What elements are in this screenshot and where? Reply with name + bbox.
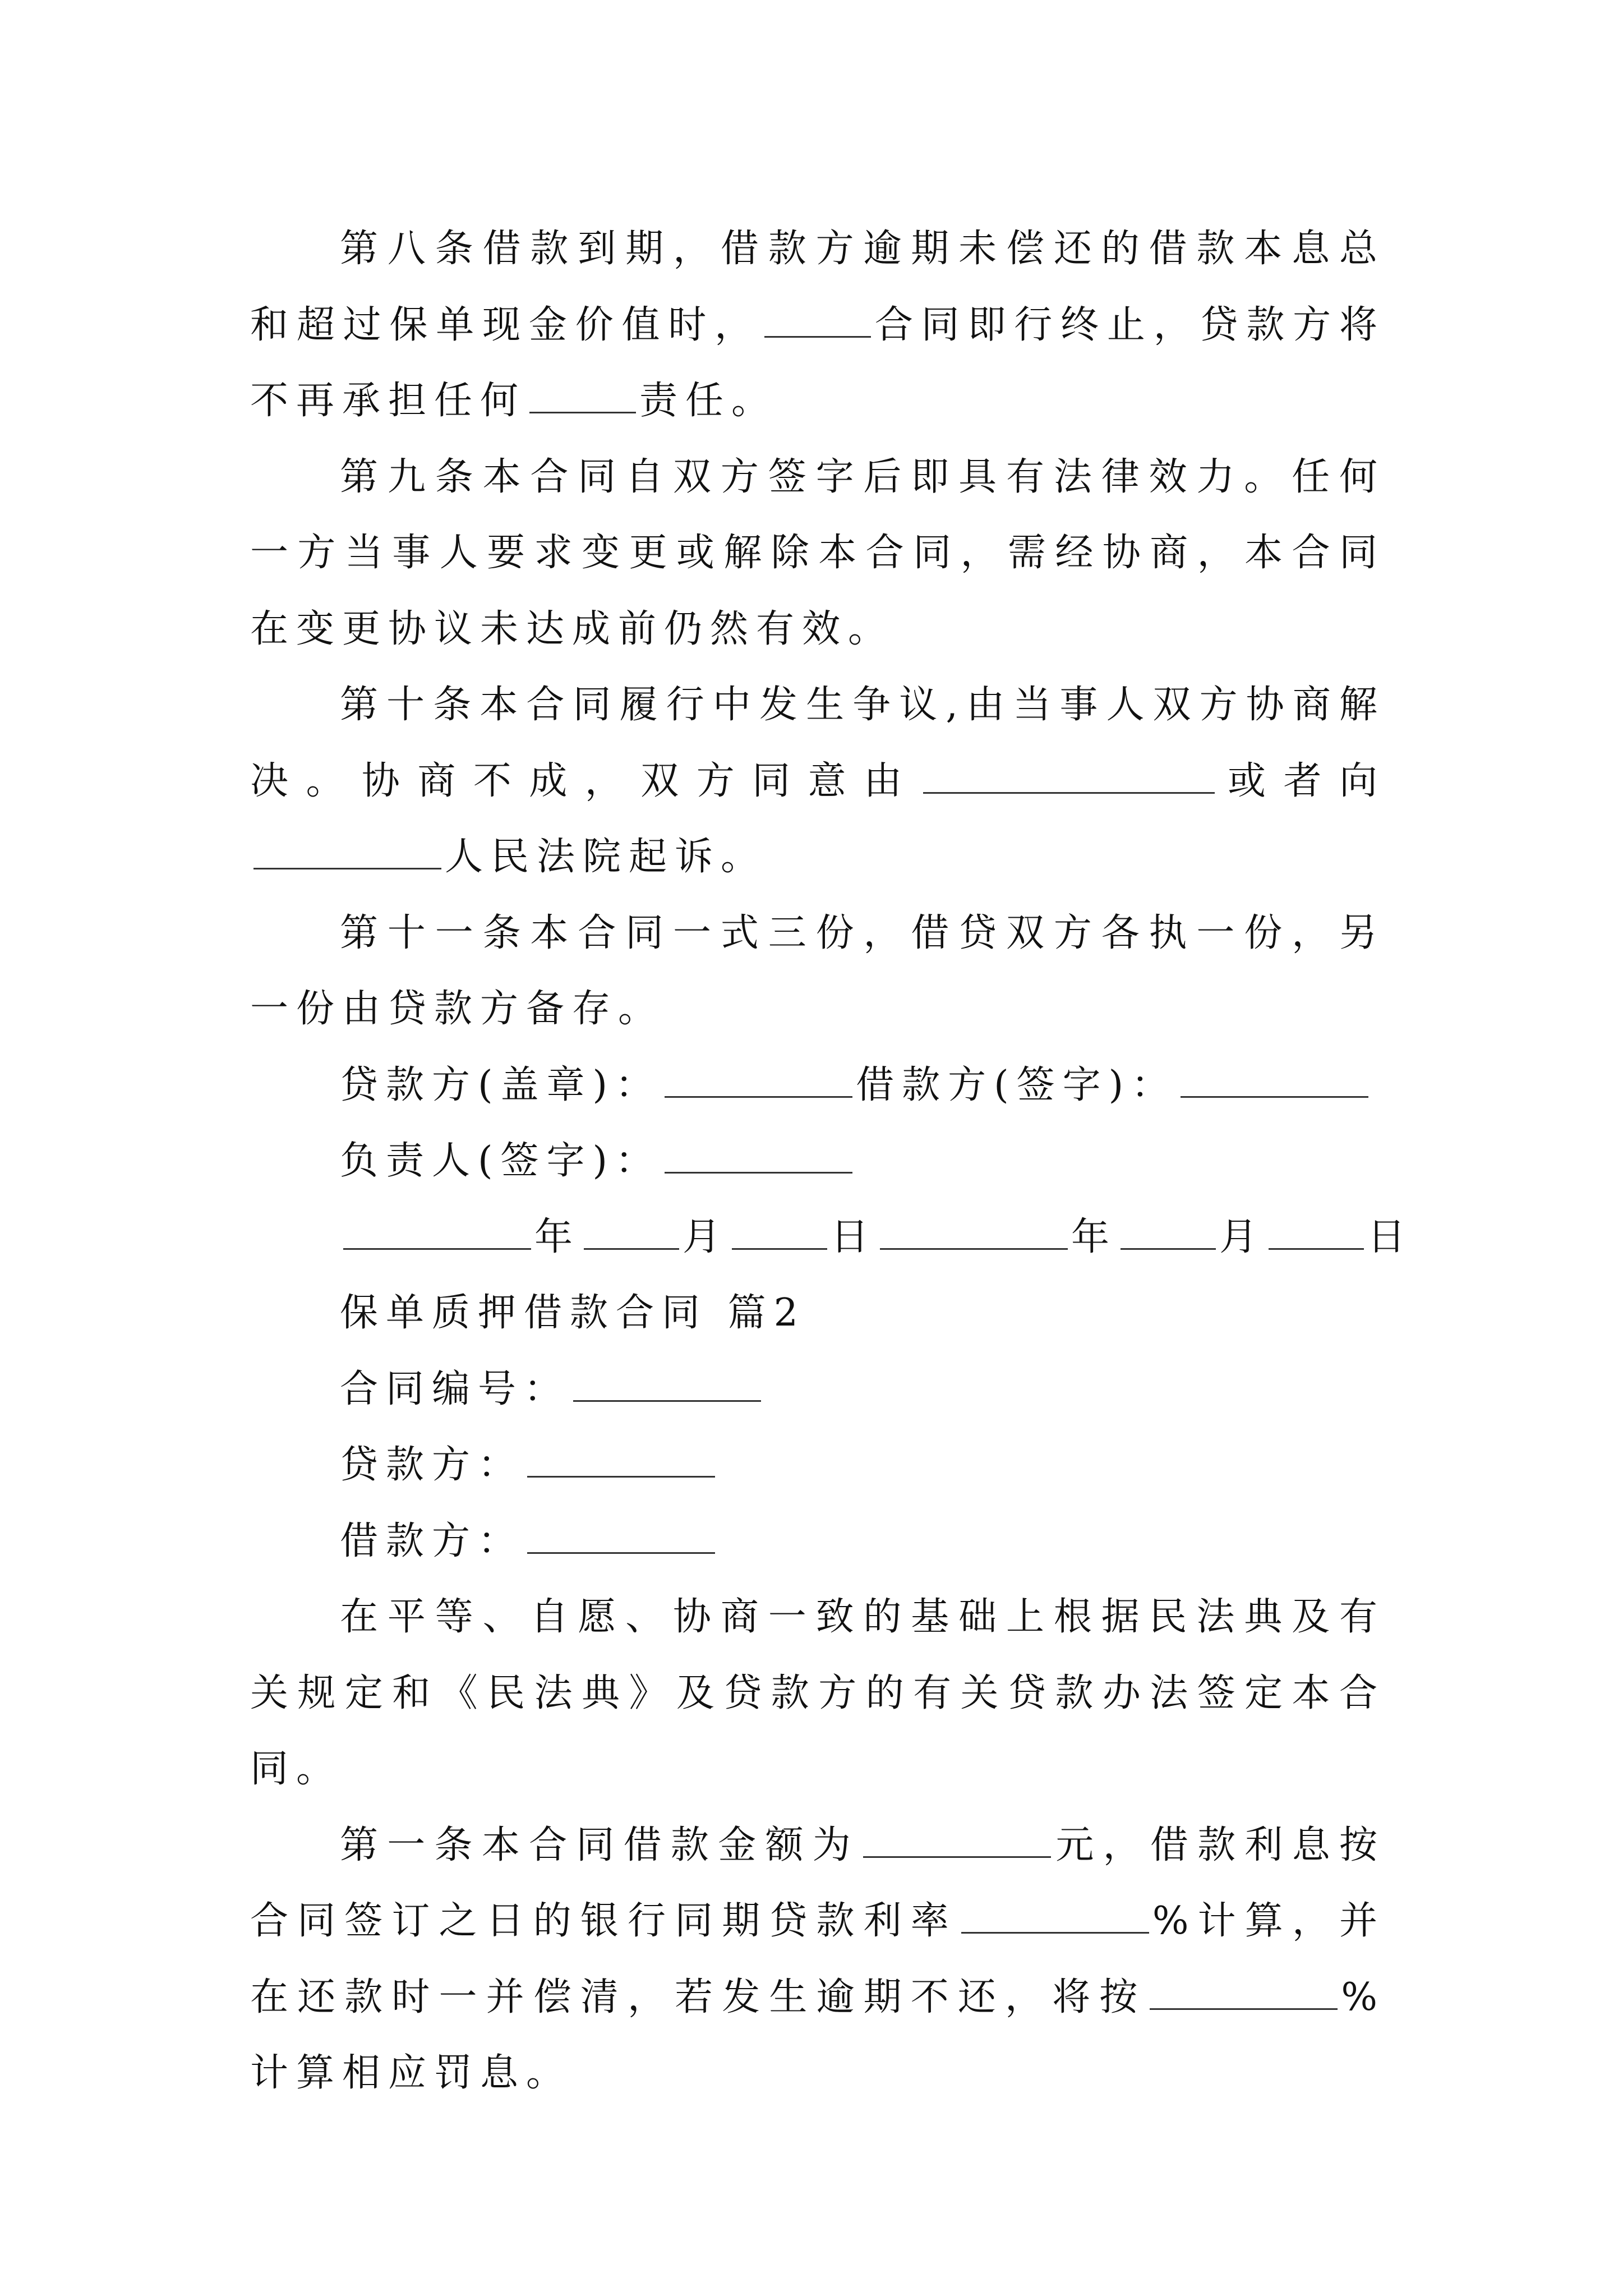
blank-line [1181,1094,1368,1098]
lender-label: 贷款方： [340,1443,524,1487]
article-1-text-3: %计算，并在还款时一并偿清，若发生逾期不还，将按 [250,1899,1385,2019]
lender-seal-label: 贷款方(盖章)： [340,1062,662,1107]
blank-line [253,866,441,869]
blank-line [880,1246,1068,1250]
blank-line [1121,1246,1216,1250]
year-label: 年 [1071,1214,1118,1259]
contract-number-line [250,1351,1385,1428]
article-1-text-1: 第一条本合同借款金额为 [340,1823,860,1867]
blank-line [527,1474,715,1478]
article-8-text-2: 合同即行终止，贷款方将不再承担任何 [250,302,1385,423]
year-label: 年 [534,1214,581,1259]
borrower-sign-label: 借款方(签字)： [856,1062,1178,1107]
day-label: 日 [831,1214,877,1259]
section-2-article-1 [250,1807,1385,2111]
borrower-label: 借款方： [340,1519,524,1563]
blank-line [529,409,636,413]
blank-line [923,790,1215,794]
blank-line [1150,2006,1338,2010]
date-line [250,1199,1414,1276]
article-8 [250,211,1385,439]
blank-line [732,1246,827,1250]
lender-line [250,1427,1385,1503]
blank-line [584,1246,679,1250]
blank-line [573,1398,761,1402]
blank-line [961,1930,1149,1934]
signature-line-parties [250,1047,1385,1124]
blank-line [665,1170,852,1174]
blank-line [527,1550,715,1554]
article-1-text-2: 元，借款利息按合同签订之日的银行同期贷款利率 [250,1823,1385,1943]
day-label: 日 [1367,1214,1414,1259]
month-label: 月 [1219,1214,1266,1259]
section-2-title: 保单质押借款合同 篇2 [340,1291,806,1335]
article-8-text-3: 责任。 [639,379,778,423]
blank-line [863,1854,1051,1858]
section-2-intro: 在平等、自愿、协商一致的基础上根据民法典及有关规定和《民法典》及贷款方的有关贷款办法签定本合同。 [250,1595,1385,1791]
article-10 [250,667,1385,895]
article-8-text-1: 第八条借款到期，借款方逾期未偿还的借款本息总和超过保单现金价值时， [250,227,1385,347]
blank-line [343,1246,531,1250]
document-body [250,211,1414,2111]
article-10-text-3: 人民法院起诉。 [445,835,767,879]
blank-line [1269,1246,1364,1250]
signature-line-principal [250,1123,1385,1199]
month-label: 月 [683,1214,729,1259]
contract-number-label: 合同编号： [340,1366,570,1411]
article-10-text-2: 或者向 [1218,758,1385,803]
article-9: 第九条本合同自双方签字后即具有法律效力。任何一方当事人要求变更或解除本合同，需经协商，本合同在变更协议未达成前仍然有效。 [250,454,1385,651]
blank-line [665,1094,852,1098]
borrower-line [250,1503,1385,1580]
article-1-text-4: %计算相应罚息。 [250,1975,1385,2095]
article-11: 第十一条本合同一式三份，借贷双方各执一份，另一份由贷款方备存。 [250,910,1385,1031]
principal-sign-label: 负责人(签字)： [340,1139,662,1183]
blank-line [764,334,871,338]
article-10-text-1: 第十条本合同履行中发生争议,由当事人双方协商解决。协商不成，双方同意由 [250,683,1385,803]
